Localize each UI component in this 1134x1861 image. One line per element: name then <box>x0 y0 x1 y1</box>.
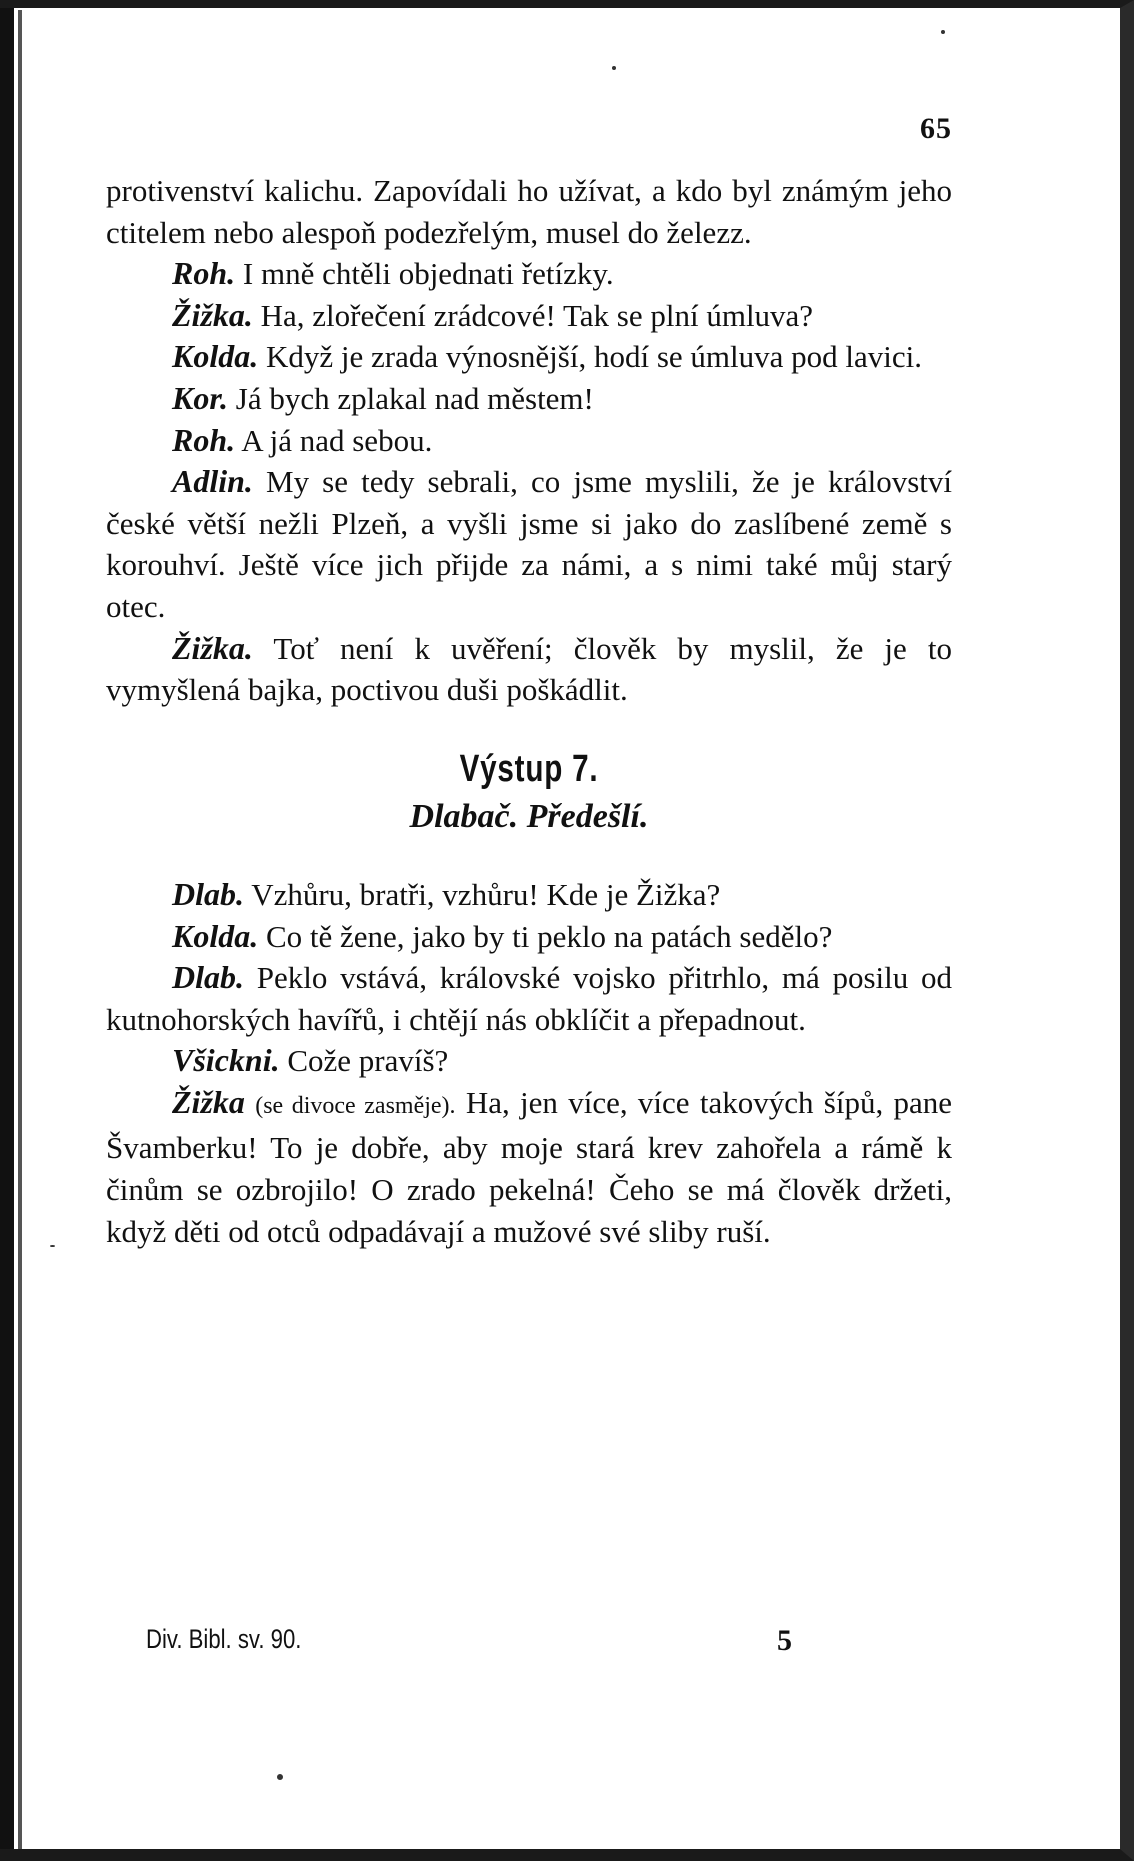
page-number: 65 <box>920 112 952 145</box>
scan-speck <box>941 30 945 34</box>
speaker-name: Žižka <box>172 1083 245 1120</box>
speech-paragraph <box>106 916 952 958</box>
speaker-name: Kor. <box>172 379 229 416</box>
speaker-name: Roh. <box>172 255 236 292</box>
speech-text: Cože pravíš? <box>287 1043 449 1079</box>
speech-paragraph <box>106 336 952 378</box>
speech-text: Když je zrada výnosnější, hodí se úmluva pod lavici. <box>265 339 922 375</box>
speaker-name: Roh. <box>172 421 236 458</box>
scan-speck <box>50 1245 55 1247</box>
speech-text: My se tedy sebrali, co jsme myslili, že je království české větší nežli Plzeň, a vyšli jsme si jako do zaslíbené země s korouhví. Ještě více jich přijde za námi, a s nimi také můj starý otec. <box>106 464 953 624</box>
stage-direction: (se divoce zasměje). <box>255 1092 456 1119</box>
speech-paragraph <box>106 295 952 337</box>
speech-paragraph <box>106 461 952 627</box>
speech-paragraph <box>106 957 952 1040</box>
speaker-name: Dlab. <box>172 959 244 996</box>
speaker-name: Adlin. <box>172 463 253 500</box>
sheet-mark: 5 <box>777 1624 792 1657</box>
speech-paragraph <box>106 378 952 420</box>
speech-text: Peklo vstává, královské vojsko přitrhlo, má posilu od kutnohorských havířů, i chtějí nás obklíčit a přepadnout. <box>106 960 952 1037</box>
speech-paragraph <box>106 420 952 462</box>
speech-text: Já bych zplakal nad městem! <box>235 380 594 416</box>
speaker-name: Dlab. <box>172 875 244 912</box>
speech-paragraph <box>106 1082 952 1252</box>
speech-paragraph <box>106 1040 952 1082</box>
speaker-name: Kolda. <box>172 917 259 954</box>
speech-text: I mně chtěli objednati řetízky. <box>242 256 614 292</box>
scene-characters: Dlabač. Předešlí. <box>409 798 649 836</box>
page-body <box>106 170 952 1252</box>
speech-text: Toť není k uvěření; člověk by myslil, že je to vymyšlená bajka, poctivou duši poškádlit. <box>106 630 952 708</box>
scene-heading: Výstup 7. <box>459 747 599 790</box>
speech-text: Ha, zlořečení zrádcové! Tak se plní úmluva? <box>260 297 814 333</box>
speech-paragraph <box>106 628 952 711</box>
speech-paragraph <box>106 253 952 295</box>
scan-speck <box>612 66 616 70</box>
speech-text: Co tě žene, jako by ti peklo na patách sedělo? <box>265 918 833 954</box>
scan-speck <box>277 1774 283 1780</box>
speech-text: Vzhůru, bratři, vzhůru! Kde je Žižka? <box>251 876 721 912</box>
paragraph-continuation <box>106 170 952 253</box>
speaker-name: Kolda. <box>172 338 259 375</box>
speech-text: A já nad sebou. <box>241 422 433 458</box>
page-footer <box>146 1624 792 1664</box>
paragraph-text: protivenství kalichu. Zapovídali ho užívat, a kdo byl známým jeho ctitelem nebo alespoň podezřelým, musel do železz. <box>106 173 952 250</box>
speech-text: Ha, jen více, více takových šípů, pane Švamberku! To je dobře, aby moje stará krev zahořela a rámě k činům se ozbrojilo! O zrado pekelná! Čeho se má člověk držeti, když děti od otců odpadávají a mužové své sliby ruší. <box>106 1084 953 1249</box>
speech-paragraph <box>106 874 952 916</box>
speaker-name: Všickni. <box>172 1042 280 1079</box>
speaker-name: Žižka. <box>172 629 253 666</box>
speaker-name: Žižka. <box>172 296 253 333</box>
printer-signature: Div. Bibl. sv. 90. <box>146 1624 302 1654</box>
